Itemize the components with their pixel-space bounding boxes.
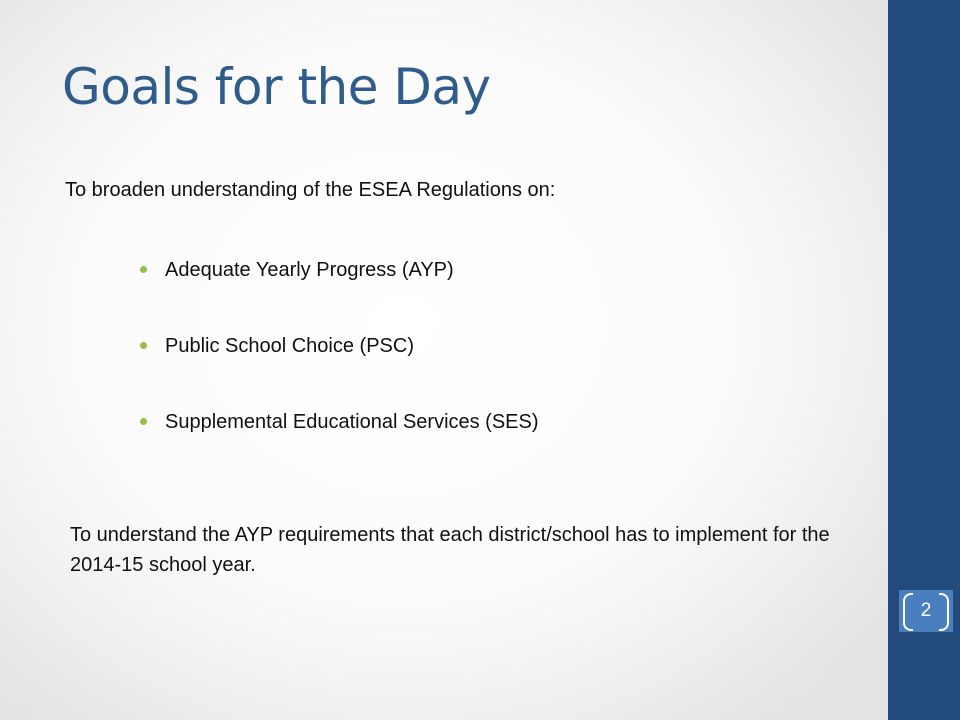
bullet-text: Public School Choice (PSC): [165, 335, 414, 357]
slide-title: Goals for the Day: [62, 58, 491, 116]
page-number-box: [899, 590, 953, 632]
bullet-dot-icon: [140, 342, 147, 349]
page-number: 2: [920, 600, 932, 621]
bullet-text: Adequate Yearly Progress (AYP): [165, 259, 454, 281]
bullet-text: Supplemental Educational Services (SES): [165, 411, 539, 433]
bullet-dot-icon: [140, 266, 147, 273]
closing-text: To understand the AYP requirements that each district/school has to implement for the 2014-15 school year.: [70, 524, 830, 576]
bullet-dot-icon: [140, 418, 147, 425]
intro-text: To broaden understanding of the ESEA Regulations on:: [65, 179, 556, 201]
